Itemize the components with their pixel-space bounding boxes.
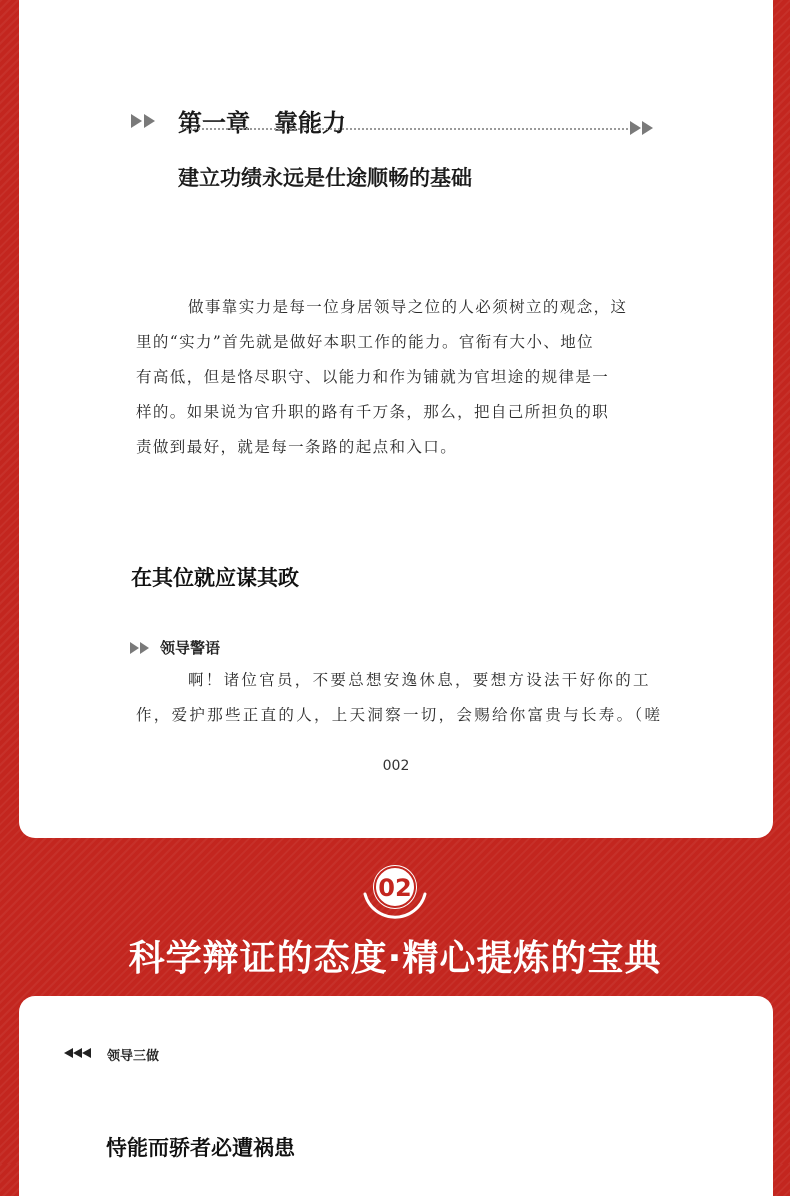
section-heading: 恃能而骄者必遭祸患 bbox=[106, 1135, 295, 1160]
warning-label: 领导警语 bbox=[160, 639, 221, 657]
intro-paragraph bbox=[136, 290, 656, 465]
badge-number: 02 bbox=[378, 874, 412, 902]
quote-paragraph bbox=[136, 663, 663, 733]
paragraph-line: 有高低，但是恪尽职守、以能力和作为铺就为官坦途的规律是一 bbox=[136, 368, 610, 386]
page-number: 002 bbox=[382, 758, 410, 774]
paragraph-line: 啊！诸位官员，不要总想安逸休息，要想方设法干好你的工 bbox=[188, 671, 651, 689]
paragraph-line: 样的。如果说为官升职的路有千万条，那么，把自己所担负的职 bbox=[136, 403, 610, 421]
content-card bbox=[19, 0, 773, 838]
section-number-badge bbox=[355, 854, 435, 924]
paragraph-line: 里的“实力”首先就是做好本职工作的能力。官衔有大小、地位 bbox=[136, 333, 595, 351]
chapter-title: 第一章 靠能力 bbox=[178, 108, 346, 137]
banner-title: 科学辩证的态度·精心提炼的宝典 bbox=[128, 938, 662, 979]
dotted-divider bbox=[182, 128, 628, 130]
paragraph-line: 做事靠实力是每一位身居领导之位的人必须树立的观念，这 bbox=[188, 298, 628, 316]
nav-label: 领导三做 bbox=[107, 1049, 160, 1064]
double-arrow-right-icon bbox=[630, 121, 653, 135]
double-arrow-right-icon bbox=[130, 642, 149, 654]
section-heading: 在其位就应谋其政 bbox=[131, 565, 299, 590]
paragraph-line: 作，爱护那些正直的人，上天洞察一切，会赐给你富贵与长寿。（嗟 bbox=[136, 706, 663, 724]
paragraph-line: 责做到最好，就是每一条路的起点和入口。 bbox=[136, 438, 458, 456]
chapter-subtitle: 建立功绩永远是仕途顺畅的基础 bbox=[178, 166, 472, 190]
triple-arrow-left-icon bbox=[64, 1048, 91, 1058]
content-card bbox=[19, 996, 773, 1196]
double-arrow-right-icon bbox=[131, 114, 155, 128]
